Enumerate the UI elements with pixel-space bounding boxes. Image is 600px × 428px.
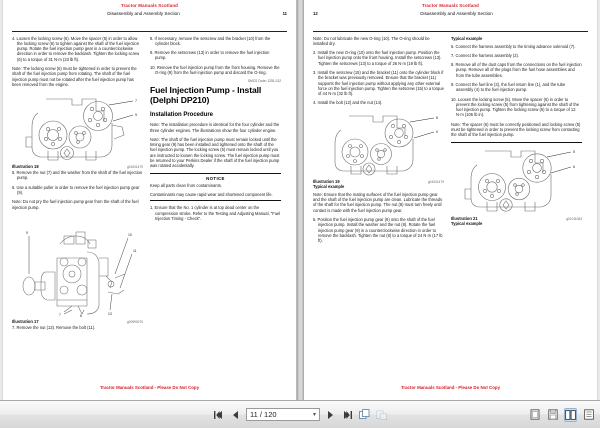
svg-text:9: 9 xyxy=(436,129,438,134)
copy-icon xyxy=(359,409,370,420)
svg-text:8: 8 xyxy=(80,313,82,318)
step-7: 7. Remove the nut (13). Remove the bolt (11). xyxy=(12,324,96,330)
illustration-21-image xyxy=(451,145,582,215)
previous-page-button[interactable] xyxy=(229,408,242,422)
note-shaft-locked: Note: The shaft of the fuel injection pump must remain locked until the timing gear (9) has been installed and tightened onto the shaft of the fuel injection pump. The locking screw (5) must remain locked until you are instructed to loosen the locking screw. The fuel injection pump must be returned to your Perkins Dealer if the shaft of the fuel injection pump was rotated accidentally. xyxy=(150,136,280,169)
step-5: 5. Remove the nut (7) and the washer from the shaft of the fuel injection pump. xyxy=(12,170,143,181)
install-step-3: 3. Install the setscrew (15) and the bracket (11) onto the cylinder block if the bracket was previously removed. Ensure that the bracket (11) supports the fuel injection pump without applying any other external force on the fuel injection pump. Tighten the setscrew (15) to a torque of 44 N·m (32 lb ft). xyxy=(313,69,444,97)
page-footer-right xyxy=(304,376,597,394)
page-footer-left xyxy=(3,376,296,394)
toolbar-navigation-group xyxy=(200,408,400,422)
copy-button[interactable] xyxy=(358,408,371,422)
page-left xyxy=(3,0,297,400)
page-gutter xyxy=(297,0,304,400)
note-mating-surfaces: Note: Ensure that the mating surfaces of the fuel injection pump gear and the shaft of the fuel injection pump are clean. Lubricate the threads of the shaft for the fuel injection pump. The nut (8) must turn freely until contact is made with the fuel injection pump gear. xyxy=(313,191,443,213)
last-page-button[interactable] xyxy=(341,408,354,422)
svg-text:11: 11 xyxy=(133,248,137,253)
page-brand-left: Tractor Manuals Scotland xyxy=(120,3,179,8)
chevron-right-icon xyxy=(326,410,335,420)
install-step-1: 1. Ensure that the No. 1 cylinder is at top dead center on the compression stroke. Refer to the Testing and Adjusting Manual, "Fuel Injection Timing - Check". xyxy=(150,205,281,221)
page-number-left: 11 xyxy=(282,11,287,16)
svg-text:9: 9 xyxy=(26,230,28,235)
chevron-down-icon[interactable]: ▾ xyxy=(312,412,316,418)
install-step-7: 7. Connect the harness assembly (2). xyxy=(451,52,520,58)
install-step-6: 6. Connect the harness assembly to the timing advance solenoid (7). xyxy=(451,43,576,49)
page-footer-left-text: Tractor Manuals Scotland - Please Do Not Copy xyxy=(99,385,200,390)
column-right-1 xyxy=(313,36,444,394)
page-brand-right: Tractor Manuals Scotland xyxy=(421,3,480,8)
chevron-left-icon xyxy=(231,410,240,420)
illustration-17-serial: g00990070 xyxy=(127,319,143,324)
last-page-icon xyxy=(342,410,353,420)
step-6: 6. Use a suitable puller in order to remove the fuel injection pump gear (9). xyxy=(12,184,140,196)
step-9: 9. Remove the setscrews (13) in order to remove the fuel injection pump. xyxy=(150,50,270,61)
thumbnails-button[interactable] xyxy=(582,408,595,422)
page-section-left: Disassembly and Assembly Section xyxy=(107,11,180,16)
page-number-right: 12 xyxy=(313,11,318,16)
install-step-2: 2. Install the new O-ring (10) onto the fuel injection pump. Position the fuel injection pump onto the front housing. Install the setscrews (13). Tighten the setscrews (13) to a torque of 26 N·m (19 lb ft). xyxy=(313,50,442,66)
two-page-view-button[interactable] xyxy=(564,408,577,422)
page-right xyxy=(304,0,597,400)
illustration-17 xyxy=(12,214,143,324)
fit-page-icon xyxy=(530,409,540,420)
install-step-5: 5. Position the fuel injection pump gear (9) onto the shaft of the fuel injection pump. Install the washer and the nut (8). Rotate the fuel injection pump gear (9) in a counterclockwise direction in order to remove the backlash. Tighten the nut (8) to a torque of 24 N·m (17 lb ft). xyxy=(313,216,443,244)
page-footer-right-text: Tractor Manuals Scotland - Please Do Not Copy xyxy=(400,385,501,390)
step-8: 8. If necessary, remove the setscrew and the bracket (10) from the cylinder block. xyxy=(150,35,271,46)
illustration-21-label: Illustration 21 xyxy=(451,215,478,221)
install-step-9: 9. Connect the fuel line (3), the fuel return line (1), and the tube assembly (4) to the fuel injection pump. xyxy=(451,81,566,93)
install-step-8: 8. Remove all of the dust caps from the connections on the fuel injection pump. Remove all of the plugs from the fuel hose assemblies and from the tube assemblies. xyxy=(451,62,582,78)
notice-heading: NOTICE xyxy=(206,175,225,181)
illustration-19-image xyxy=(313,110,444,178)
paste-icon xyxy=(376,409,387,420)
toolbar-view-group xyxy=(528,408,595,422)
page-header-left xyxy=(3,0,296,29)
illustration-21-serial: g01011063 xyxy=(566,216,582,221)
svg-text:5: 5 xyxy=(573,149,575,154)
page-header-right xyxy=(304,0,597,29)
svg-text:7: 7 xyxy=(135,99,137,104)
illustration-20-caption: Typical example xyxy=(451,35,483,41)
illustration-17-image xyxy=(12,214,143,318)
section-heading-installation: Installation Procedure xyxy=(150,112,214,119)
first-page-icon xyxy=(213,410,224,420)
page-columns-right xyxy=(304,32,597,394)
note-spacer-position: Note: The spacer (6) must be correctly positioned and locking screw (5) must be tightened in order to prevent the locking screw from contacting the shaft of the fuel injection pump. xyxy=(451,121,581,138)
illustration-21-caption: Typical example xyxy=(451,220,483,226)
save-disk-icon xyxy=(548,409,558,420)
column-left-1 xyxy=(12,36,143,394)
paste-button[interactable] xyxy=(375,408,388,422)
note-do-not-pry: Note: Do not pry the fuel injection pump gear from the shaft of the fuel injection pump. xyxy=(12,199,139,210)
svg-text:8: 8 xyxy=(436,115,438,120)
note-locking-screw: Note: The locking screw (6) must be tightened in order to prevent the shaft of the fuel injection pump from rotating. The shaft of the fuel injection pump must not be rotated after the fuel injection pump has been removed from the engine. xyxy=(12,65,137,87)
illustration-18-serial: g01001479 xyxy=(127,165,143,170)
install-step-4: 4. Install the bolt (12) and the nut (14). xyxy=(313,100,383,106)
notice-line-1: Keep all parts clean from contaminants. xyxy=(150,182,222,188)
page-section-right: Disassembly and Assembly Section xyxy=(420,11,493,16)
two-page-view-icon xyxy=(565,410,576,420)
illustration-18-image xyxy=(12,91,143,163)
svg-text:10: 10 xyxy=(128,232,132,237)
install-step-10: 10. Loosen the locking screw (5). Move the spacer (6) in order to prevent the locking screw (5) from tightening against the shaft of the fuel injection pump. Tighten the locking screw (6) to a torque of 12 N·m (106 lb in). xyxy=(451,96,580,118)
illustration-21 xyxy=(451,142,582,226)
column-left-2 xyxy=(150,36,281,394)
svg-text:9: 9 xyxy=(135,113,137,118)
illustration-19 xyxy=(313,110,444,189)
page-title: Fuel Injection Pump - Install (Delphi DP210) xyxy=(150,85,262,106)
next-page-button[interactable] xyxy=(324,408,337,422)
svg-text:7: 7 xyxy=(59,312,61,317)
note-do-not-lubricate: Note: Do not lubricate the new O-ring (10). The O-ring should be installed dry. xyxy=(313,35,430,46)
page-columns-left xyxy=(3,32,296,394)
illustration-21-rule xyxy=(451,142,582,143)
svg-text:6: 6 xyxy=(573,164,575,169)
illustration-18 xyxy=(12,91,143,169)
step-4: 4. Loosen the locking screw (6). Move the spacer (5) in order to allow the locking screw (6) to tighten against the shaft of the fuel injection pump. Rotate the fuel injection pump gear in a counterclockwise direction in order to remove the backlash. Tighten the locking screw (6) to a torque of 31 N·m (23 lb ft). xyxy=(12,35,140,62)
notice-line-2: Contaminants may cause rapid wear and shortened component life. xyxy=(150,191,273,197)
page-number-input[interactable] xyxy=(246,408,320,421)
notice-box xyxy=(150,173,281,202)
illustration-17-label: Illustration 17 xyxy=(12,318,39,324)
column-right-2 xyxy=(451,36,582,394)
first-page-button[interactable] xyxy=(212,408,225,422)
page-number-value[interactable]: 11 / 120 xyxy=(250,410,277,419)
fit-page-button[interactable] xyxy=(528,408,541,422)
illustration-19-label: Illustration 19 xyxy=(313,178,340,184)
step-10: 10. Remove the fuel injection pump from the front housing. Remove the O-ring (9) from the fuel injection pump and discard the O-ring. xyxy=(150,64,280,75)
illustration-19-caption: Typical example xyxy=(313,183,345,189)
illustration-19-serial: g01001479 xyxy=(428,179,444,184)
smcs-code: SMCS Code: 1251-012 xyxy=(248,79,281,84)
illustration-18-label: Illustration 18 xyxy=(12,164,39,170)
save-button[interactable] xyxy=(546,408,559,422)
note-identical-procedure: Note: The installation procedure is identical for the four cylinder and the three cylinder engines. The illustrations show the four cylinder engine. xyxy=(150,122,280,133)
svg-text:13: 13 xyxy=(108,311,112,316)
viewer-toolbar xyxy=(0,400,600,428)
thumbnails-icon xyxy=(584,409,594,420)
